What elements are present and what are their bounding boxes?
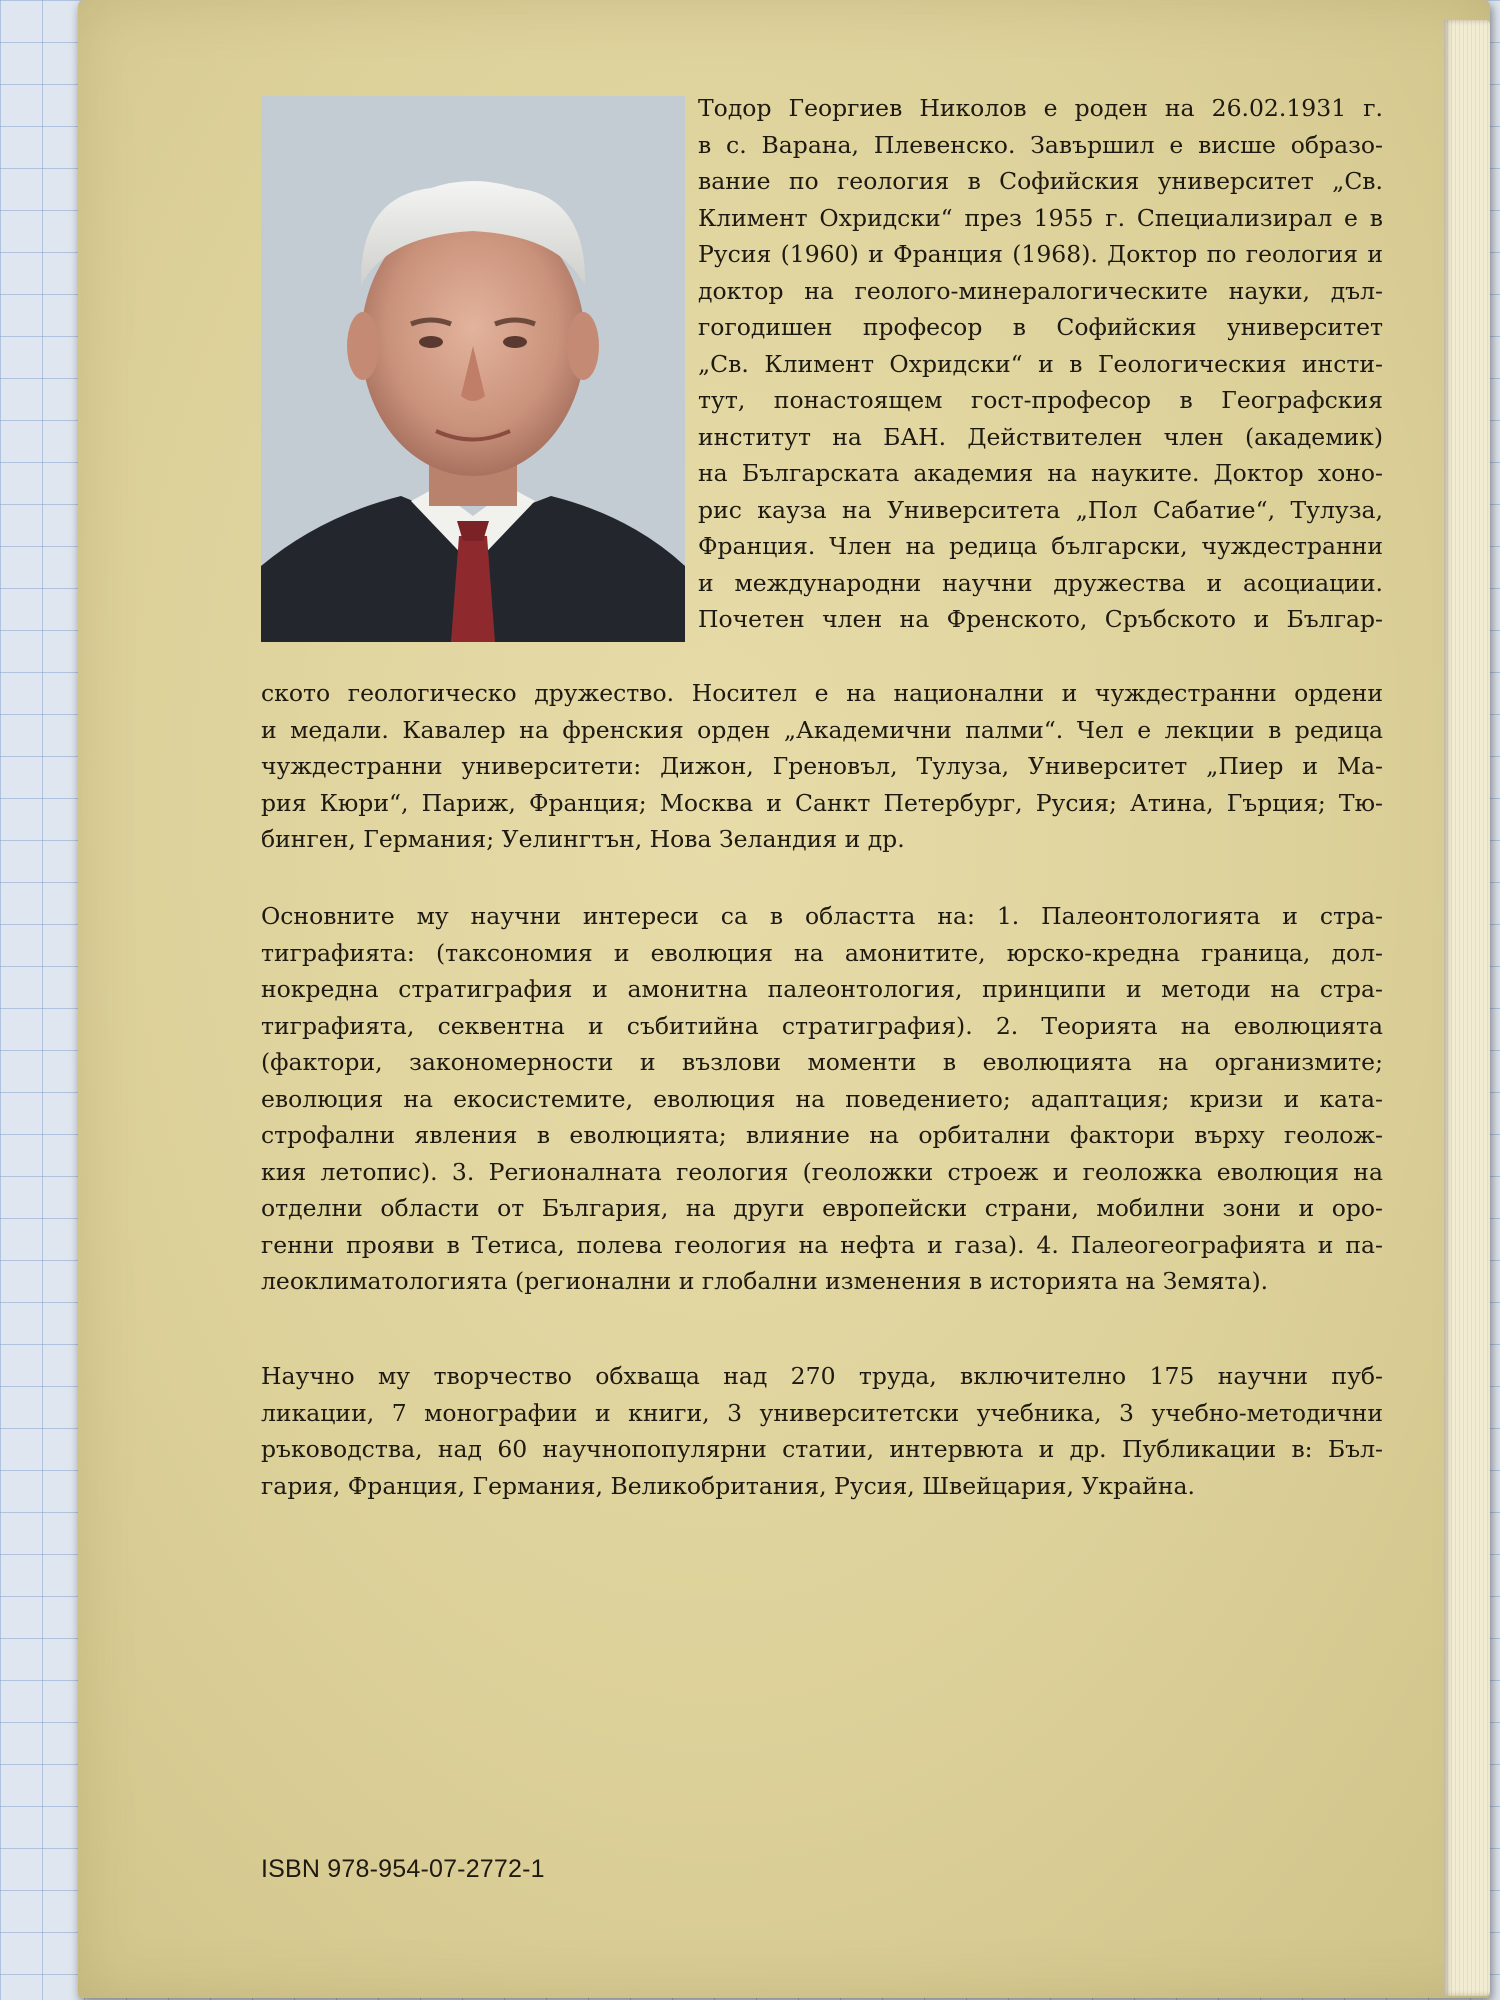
- author-portrait: [261, 96, 685, 642]
- works-line: ръководства, над 60 научнопопулярни статии, интервюта и др. Публикации в: Бъл-: [261, 1435, 1383, 1463]
- bio-line: и международни научни дружества и асоциации.: [698, 568, 1383, 597]
- bio-line: чуждестранни университети: Дижон, Греновъл, Тулуза, Университет „Пиер и Ма-: [261, 752, 1383, 780]
- bio-line: в с. Варана, Плевенско. Завършил е висше образо-: [698, 130, 1383, 159]
- bio-line: ското геологическо дружество. Носител е на национални и чуждестранни ордени: [261, 679, 1383, 707]
- interests-line: тиграфията, секвентна и събитийна стратиграфия). 2. Теорията на еволюцията: [261, 1011, 1383, 1040]
- scientific-works-paragraph: [261, 1358, 1383, 1504]
- bio-line: Почетен член на Френското, Сръбското и Българ-: [698, 605, 1383, 633]
- bio-line: бинген, Германия; Уелингтън, Нова Зеландия и др.: [261, 825, 905, 853]
- interests-line: леоклиматологията (регионални и глобални изменения в историята на Земята).: [261, 1267, 1269, 1295]
- bio-line: и медали. Кавалер на френския орден „Академични палми“. Чел е лекции в редица: [261, 715, 1383, 744]
- interests-line: тиграфията: (таксономия и еволюция на амонитите, юрско-кредна граница, дол-: [261, 938, 1383, 967]
- interests-line: нокредна стратиграфия и амонитна палеонтология, принципи и методи на стра-: [261, 975, 1383, 1003]
- bio-line: „Св. Климент Охридски“ и в Геологическия инсти-: [698, 349, 1383, 378]
- interests-line: еволюция на екосистемите, еволюция на поведението; адаптация; кризи и ката-: [261, 1084, 1383, 1113]
- book-back-cover: [78, 0, 1490, 1998]
- bio-line: Русия (1960) и Франция (1968). Доктор по геология и: [698, 240, 1383, 268]
- bio-line: институт на БАН. Действителен член (академик): [698, 422, 1383, 451]
- bio-line: вание по геология в Софийския университет „Св.: [698, 167, 1383, 195]
- interests-line: кия летопис). 3. Регионалната геология (геоложки строеж и геоложка еволюция на: [261, 1157, 1383, 1186]
- research-interests-paragraph: [261, 898, 1383, 1300]
- works-line: ликации, 7 монографии и книги, 3 университетски учебника, 3 учебно-методични: [261, 1398, 1383, 1427]
- bio-line: Франция. Член на редица български, чуждестранни: [698, 532, 1383, 560]
- author-bio-continued: [261, 675, 1383, 858]
- bio-line: доктор на геолого-минералогическите науки, дъл-: [698, 276, 1383, 305]
- works-line: Научно му творчество обхваща над 270 труда, включително 175 научни пуб-: [261, 1362, 1383, 1390]
- bio-line: рис кауза на Университета „Пол Сабатие“, Тулуза,: [698, 495, 1383, 524]
- interests-line: генни прояви в Тетиса, полева геология на нефта и газа). 4. Палеогеографията и па-: [261, 1230, 1383, 1259]
- book-page-edges: [1444, 20, 1490, 1996]
- bio-line: тут, понастоящем гост-професор в Географския: [698, 386, 1383, 414]
- isbn-number: ISBN 978-954-07-2772-1: [261, 1855, 545, 1883]
- bio-line: Климент Охридски“ през 1955 г. Специализирал е в: [698, 203, 1383, 232]
- bio-line: на Българската академия на науките. Доктор хоно-: [698, 459, 1383, 487]
- interests-line: Основните му научни интереси са в областта на: 1. Палеонтологията и стра-: [261, 902, 1383, 930]
- bio-line: гогодишен професор в Софийския университет: [698, 313, 1383, 341]
- works-line: гария, Франция, Германия, Великобритания, Русия, Швейцария, Украйна.: [261, 1471, 1195, 1500]
- interests-line: (фактори, закономерности и възлови моменти в еволюцията на организмите;: [261, 1048, 1383, 1076]
- interests-line: отделни области от България, на други европейски страни, мобилни зони и оро-: [261, 1194, 1383, 1222]
- author-portrait-image: [261, 96, 685, 642]
- interests-line: строфални явления в еволюцията; влияние на орбитални фактори върху геолож-: [261, 1121, 1383, 1149]
- bio-line: Тодор Георгиев Николов е роден на 26.02.1931 г.: [698, 94, 1383, 122]
- bio-line: рия Кюри“, Париж, Франция; Москва и Санкт Петербург, Русия; Атина, Гърция; Тю-: [261, 788, 1383, 817]
- author-bio-intro: [698, 90, 1383, 638]
